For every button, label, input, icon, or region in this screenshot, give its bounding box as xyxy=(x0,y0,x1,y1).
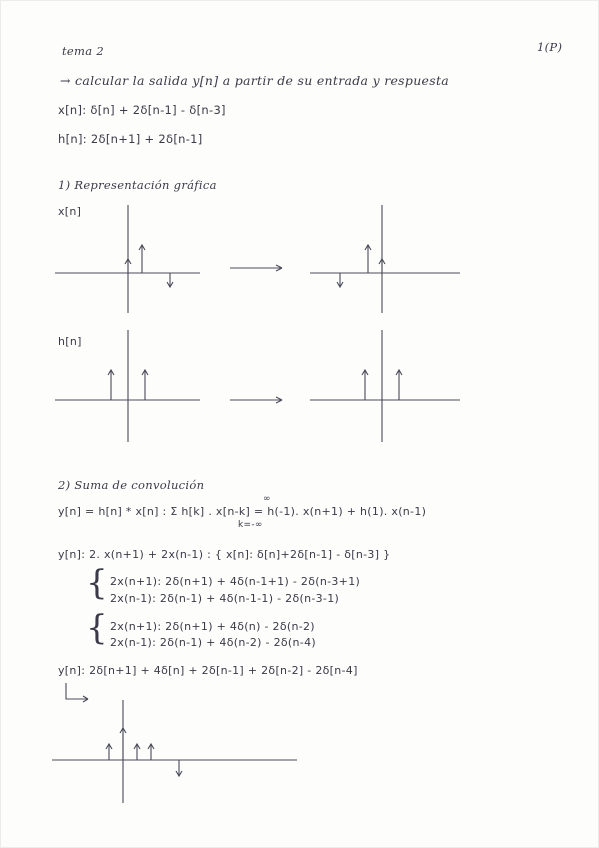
transform-arrow-h xyxy=(230,392,290,408)
brace2-line-a: 2x(n+1): 2δ(n+1) + 4δ(n) - 2δ(n-2) xyxy=(110,620,315,633)
section-1-heading: 1) Representación gráfica xyxy=(58,178,217,192)
h-plot-original xyxy=(55,330,205,445)
x-plot-reflected-stems xyxy=(337,245,385,287)
result-plot-stems xyxy=(106,728,182,776)
sum-upper-limit: ∞ xyxy=(263,494,271,504)
hn-definition: h[n]: 2δ[n+1] + 2δ[n-1] xyxy=(58,132,203,146)
x-plot-original xyxy=(55,205,205,315)
intro-text: → calcular la salida y[n] a partir de su entrada y respuesta xyxy=(60,73,450,88)
section-2-heading: 2) Suma de convolución xyxy=(58,478,205,492)
brace-1: { xyxy=(86,563,108,603)
brace1-line-a: 2x(n+1): 2δ(n+1) + 4δ(n-1+1) - 2δ(n-3+1) xyxy=(110,575,361,588)
result-expression: y[n]: 2δ[n+1] + 4δ[n] + 2δ[n-1] + 2δ[n-2] - 2δ[n-4] xyxy=(58,664,358,677)
brace2-line-b: 2x(n-1): 2δ(n-1) + 4δ(n-2) - 2δ(n-4) xyxy=(110,636,316,649)
result-plot xyxy=(52,695,302,805)
h-plot-reflected xyxy=(310,330,465,445)
transform-arrow-x xyxy=(230,260,290,276)
convolution-line-1: y[n] = h[n] * x[n] : Σ h[k] . x[n-k] = h(-1). x(n+1) + h(1). x(n-1) xyxy=(58,505,427,518)
x-plot-original-stems xyxy=(125,245,173,287)
convolution-line-2: y[n]: 2. x(n+1) + 2x(n-1) : { x[n]: δ[n]+2δ[n-1] - δ[n-3] } xyxy=(58,548,391,561)
header-left: tema 2 xyxy=(62,44,104,58)
brace-2: { xyxy=(86,608,108,648)
xn-definition: x[n]: δ[n] + 2δ[n-1] - δ[n-3] xyxy=(58,103,226,117)
header-page-number: 1(P) xyxy=(537,40,563,54)
x-plot-label: x[n] xyxy=(58,205,82,218)
x-plot-reflected xyxy=(310,205,465,315)
sum-lower-limit: k=-∞ xyxy=(238,520,263,530)
brace1-line-b: 2x(n-1): 2δ(n-1) + 4δ(n-1-1) - 2δ(n-3-1) xyxy=(110,592,340,605)
h-plot-label: h[n] xyxy=(58,335,82,348)
